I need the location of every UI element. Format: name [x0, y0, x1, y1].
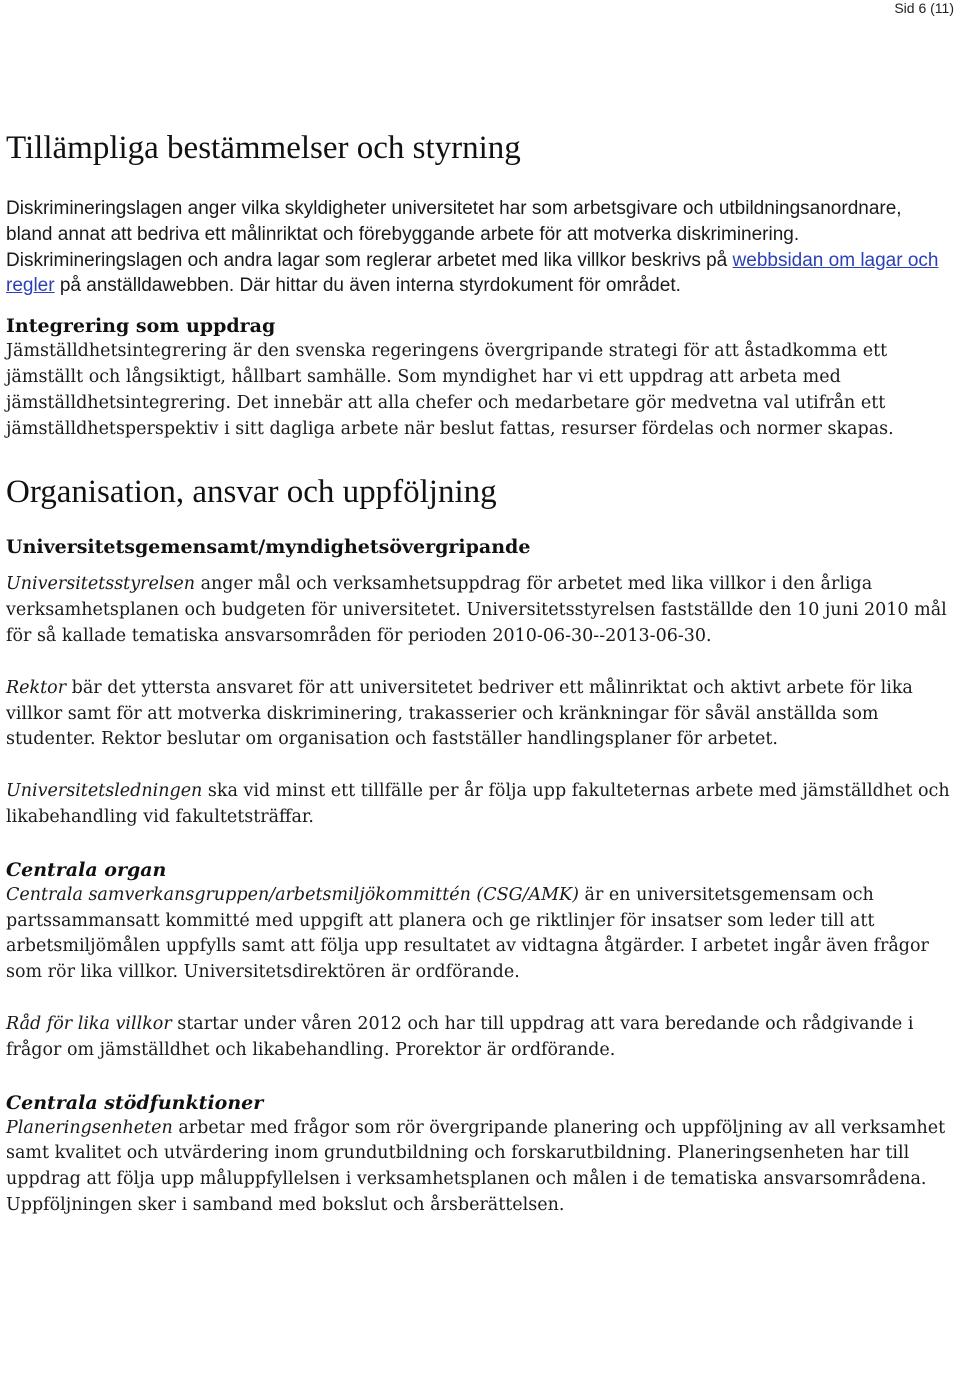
paragraph-text: arbetar med frågor som rör övergripande planering och uppföljning av all verksamhet samt kvalitet och utvärdering inom grundutbildning och forskarutbildning. Planeringsenheten har till uppdrag att följa upp måluppfyllelsen i verksamhetsplanen och målen i de tematiska ansvarsområdena. Uppföljningen sker i samband med bokslut och årsberättelsen. — [6, 1117, 946, 1215]
term-universitetsstyrelsen: Universitetsstyrelsen — [6, 574, 196, 595]
paragraph-text: bär det yttersta ansvaret för att universitetet bedriver ett målinriktat och aktivt arbete för lika villkor samt för att motverka diskriminering, trakasserier och kränkningar för såväl anställda som studenter. Rektor beslutar om organisation och fastställer handlingsplaner för arbetet. — [6, 677, 913, 750]
term-planeringsenheten: Planeringsenheten — [6, 1117, 173, 1138]
term-rad-for-lika-villkor: Råd för lika villkor — [6, 1013, 172, 1034]
heading-organisation: Organisation, ansvar och uppföljning — [6, 474, 497, 511]
paragraph-integrering: Jämställdhetsintegrering är den svenska regeringens övergripande strategi för att åstadkomma ett jämställt och långsiktigt, hållbart samhälle. Som myndighet har vi ett uppdrag att arbeta med jämställdhetsintegrering. Det innebär att alla chefer och medarbetare gör medvetna val utifrån ett jämställdhetsperspektiv i sitt dagliga arbete när beslut fattas, resurser fördelas och normer skapas. — [6, 341, 894, 439]
paragraph-universitetsledningen — [6, 779, 951, 831]
document-body — [6, 126, 951, 1219]
paragraph-text: anger mål och verksamhetsuppdrag för arbetet med lika villkor i den årliga verksamhetsplanen och budgeten för universitetet. Universitetsstyrelsen fastställde den 10 juni 2010 mål för så kallade tematiska ansvarsområden för perioden 2010-06-30--2013-06-30. — [6, 574, 947, 646]
paragraph-csg-amk — [6, 883, 951, 986]
paragraph-text: ska vid minst ett tillfälle per år följa upp fakulteternas arbete med jämställdhet och likabehandling vid fakultetsträffar. — [6, 781, 950, 827]
paragraph-diskrimineringslagen — [6, 196, 951, 299]
paragraph-rektor — [6, 676, 951, 753]
subheading-universitetsgemensamt: Universitetsgemensamt/myndighetsövergripande — [6, 536, 531, 559]
term-universitetsledningen: Universitetsledningen — [6, 781, 203, 802]
paragraph-universitetsstyrelsen — [6, 572, 951, 649]
paragraph-text: är en universitetsgemensam och partssammansatt kommitté med uppgift att planera och ge riktlinjer för insatser som leder till att arbetsmiljömålen uppfylls samt att följa upp resultatet av vidtagna åtgärder. I arbetet ingår även frågor som rör lika villkor. Universitetsdirektören är ordförande. — [6, 884, 929, 983]
paragraph-text: startar under våren 2012 och har till uppdrag att vara beredande och rådgivande i frågor om jämställdhet och likabehandling. Prorektor är ordförande. — [6, 1013, 914, 1060]
paragraph-planeringsenheten — [6, 1116, 951, 1219]
term-rektor: Rektor — [6, 677, 67, 698]
subheading-centrala-organ: Centrala organ — [6, 858, 167, 881]
paragraph-rad-for-lika-villkor — [6, 1012, 951, 1064]
paragraph-text: Diskrimineringslagen anger vilka skyldigheter universitetet har som arbetsgivare och utbildningsanordnare, bland annat att bedriva ett målinriktat och förebyggande arbete för att motverka diskriminering. Diskrimineringslagen och andra lagar som reglerar arbetet med lika villkor beskrivs på — [6, 198, 902, 271]
heading-tillampliga: Tillämpliga bestämmelser och styrning — [6, 130, 521, 166]
subheading-integrering: Integrering som uppdrag — [6, 315, 276, 338]
link-lagar-och-regler[interactable]: webbsidan om lagar och regler — [6, 249, 939, 297]
page-number: Sid 6 (11) — [894, 0, 954, 16]
subheading-centrala-stodfunktioner: Centrala stödfunktioner — [6, 1091, 264, 1114]
paragraph-text: på anställdawebben. Där hittar du även interna styrdokument för området. — [54, 275, 681, 297]
term-csg-amk: Centrala samverkansgruppen/arbetsmiljökommittén (CSG/AMK) — [6, 884, 579, 905]
